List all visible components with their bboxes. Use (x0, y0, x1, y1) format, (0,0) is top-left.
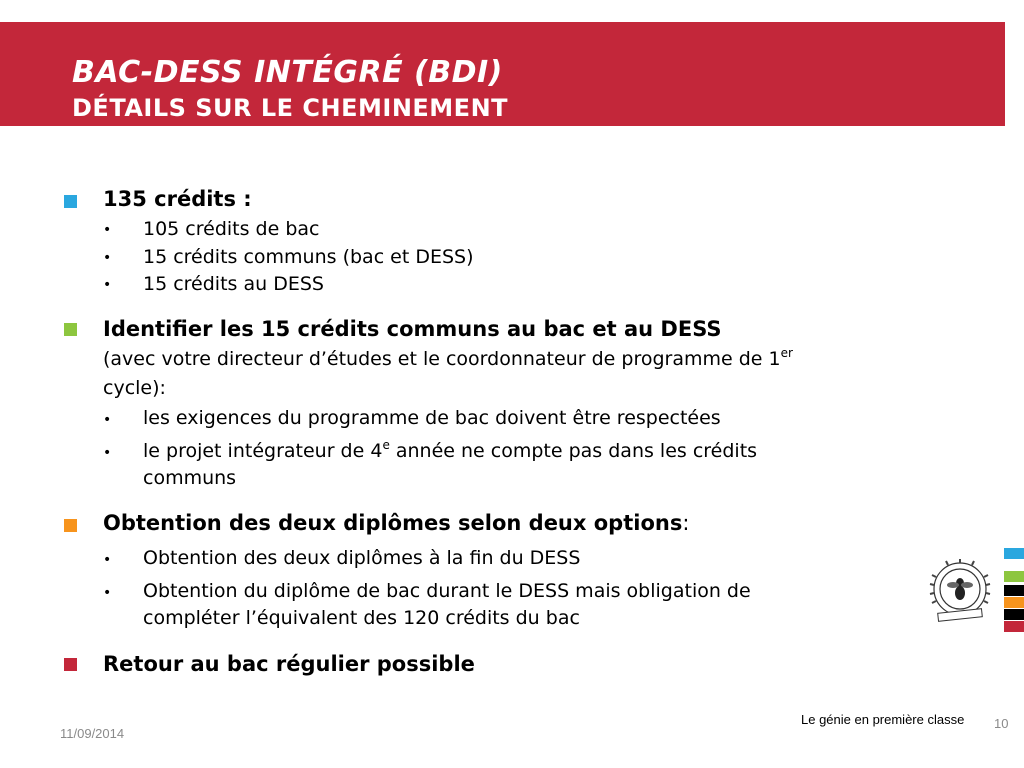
section-heading-colon: : (682, 511, 690, 535)
black-stripe (1004, 585, 1024, 596)
list-item-text: le projet intégrateur de 4 (143, 440, 383, 462)
list-item (143, 438, 757, 492)
section-heading-diplomas (103, 511, 689, 535)
green-stripe (1004, 571, 1024, 582)
footer-date: 11/09/2014 (60, 726, 125, 741)
list-item-text: Obtention du diplôme de bac durant le DESS mais obligation de (143, 580, 751, 602)
bullet-dot-icon: • (103, 552, 112, 568)
bullet-dot-icon: • (103, 445, 112, 461)
section-note (103, 345, 943, 403)
note-superscript: er (780, 346, 793, 360)
orange-square-bullet-icon (64, 519, 77, 532)
list-item: 105 crédits de bac (143, 218, 320, 240)
orange-stripe (1004, 597, 1024, 608)
red-stripe (1004, 621, 1024, 632)
page-number: 10 (994, 716, 1009, 731)
list-item-text-line2: communs (143, 467, 237, 489)
bullet-dot-icon: • (103, 277, 112, 293)
list-item (143, 578, 751, 632)
bullet-dot-icon: • (103, 222, 112, 238)
bullet-dot-icon: • (103, 250, 112, 266)
slide-subtitle: DÉTAILS SUR LE CHEMINEMENT (72, 94, 509, 122)
list-item-text-continued: année ne compte pas dans les crédits (389, 440, 758, 462)
black-stripe (1004, 609, 1024, 620)
bullet-dot-icon: • (103, 412, 112, 428)
section-heading-common-credits: Identifier les 15 crédits communs au bac et au DESS (103, 317, 722, 341)
white-stripe (1004, 559, 1024, 570)
polytechnique-seal-icon (928, 555, 992, 627)
footer-tagline: Le génie en première classe (801, 712, 965, 727)
note-text: (avec votre directeur d’études et le coordonnateur de programme de 1 (103, 348, 781, 370)
section-heading-return: Retour au bac régulier possible (103, 652, 475, 676)
red-square-bullet-icon (64, 658, 77, 671)
blue-square-bullet-icon (64, 195, 77, 208)
list-item: Obtention des deux diplômes à la fin du DESS (143, 547, 581, 569)
list-item: les exigences du programme de bac doivent être respectées (143, 407, 721, 429)
note-text-continued: cycle): (103, 377, 166, 399)
blue-stripe (1004, 548, 1024, 559)
list-item-superscript: e (382, 438, 390, 452)
bullet-dot-icon: • (103, 585, 112, 601)
slide-title: BAC-DESS INTÉGRÉ (BDI) (72, 55, 503, 90)
section-heading-credits: 135 crédits : (103, 187, 252, 211)
section-heading-text: Obtention des deux diplômes selon deux options (103, 511, 683, 535)
list-item-text-line2: compléter l’équivalent des 120 crédits du bac (143, 607, 580, 629)
list-item: 15 crédits au DESS (143, 273, 324, 295)
green-square-bullet-icon (64, 323, 77, 336)
list-item: 15 crédits communs (bac et DESS) (143, 246, 474, 268)
